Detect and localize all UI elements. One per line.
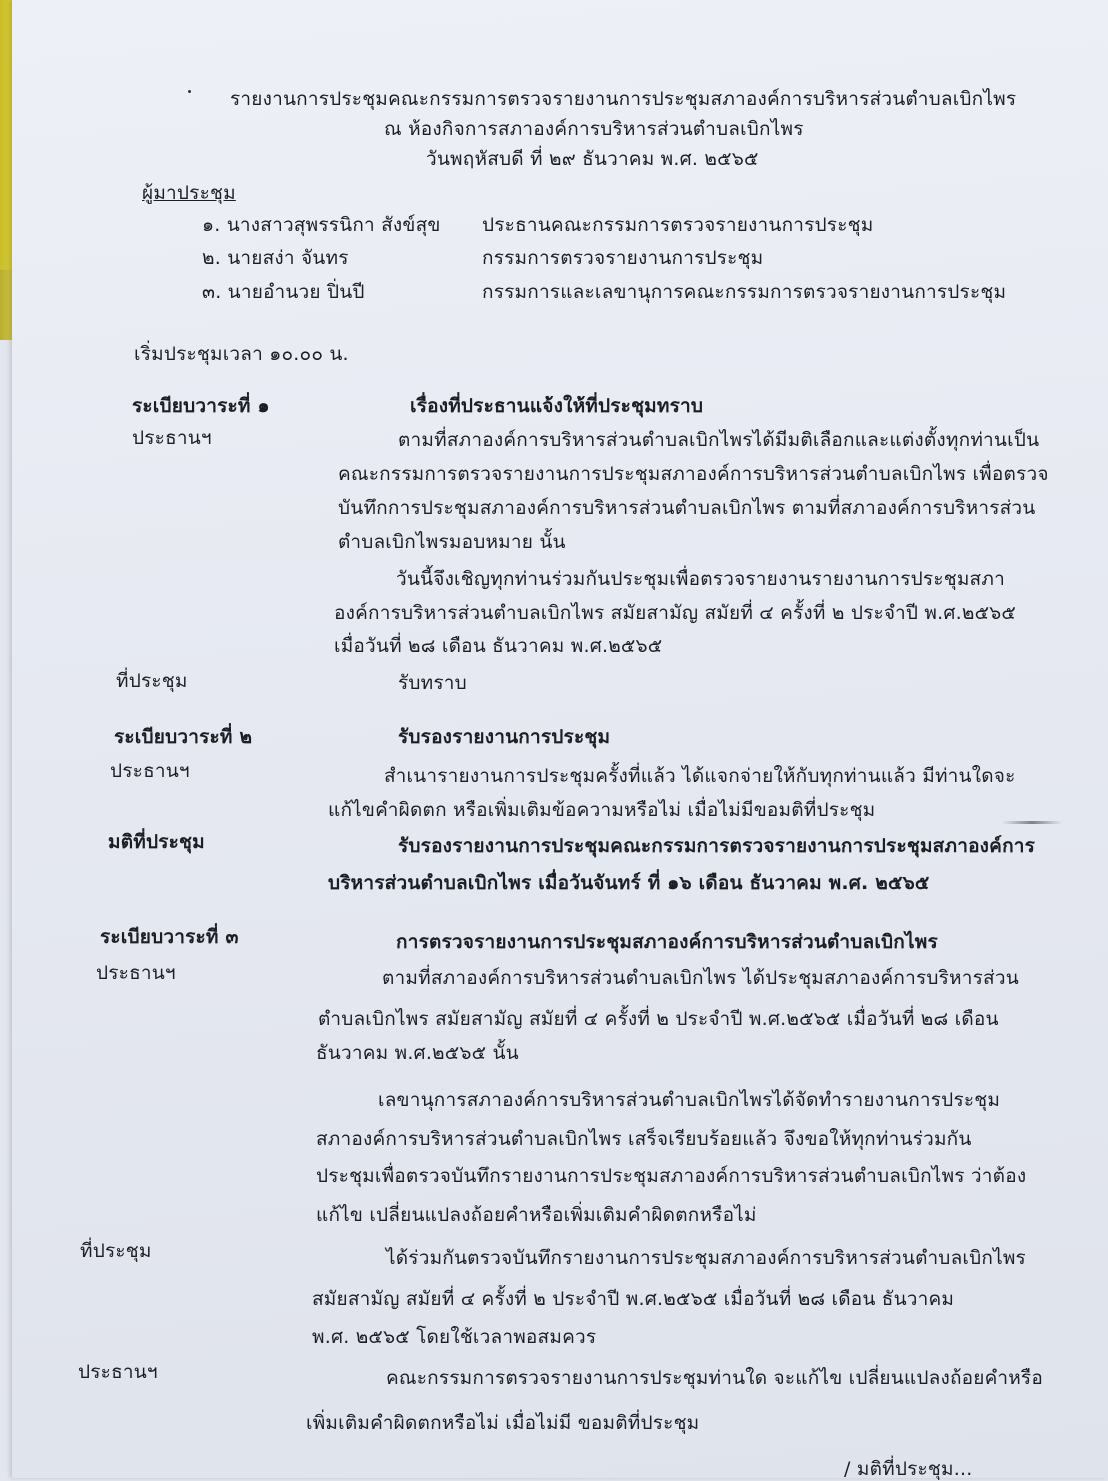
attendee-name-2: ๒. นายสง่า จันทร <box>202 247 349 269</box>
agenda-3-meeting-line: ได้ร่วมกันตรวจบันทึกรายงานการประชุมสภาองค์การบริหารส่วนตำบลเบิกไพร <box>386 1247 1026 1269</box>
attendee-role-1: ประธานคณะกรรมการตรวจรายงานการประชุม <box>482 214 874 236</box>
agenda-2-label: ระเบียบวาระที่ ๒ <box>114 726 253 748</box>
agenda-1-line: วันนี้จึงเชิญทุกท่านร่วมกันประชุมเพื่อตรวจรายงานรายงานการประชุมสภา <box>396 568 1005 590</box>
agenda-3-meeting-line: สมัยสามัญ สมัยที่ ๔ ครั้งที่ ๒ ประจำปี พ.ศ.๒๕๖๕ เมื่อวันที่ ๒๘ เดือน ธันวาคม <box>312 1288 955 1310</box>
agenda-1-line: คณะกรรมการตรวจรายงานการประชุมสภาองค์การบริหารส่วนตำบลเบิกไพร เพื่อตรวจ <box>338 463 1049 485</box>
agenda-2-resolution-line: รับรองรายงานการประชุมคณะกรรมการตรวจรายงานการประชุมสภาองค์การ <box>398 835 1036 857</box>
agenda-2-line: สำเนารายงานการประชุมครั้งที่แล้ว ได้แจกจ่ายให้กับทุกท่านแล้ว มีท่านใดจะ <box>384 765 1016 787</box>
agenda-3-meeting-label: ที่ประชุม <box>80 1240 152 1262</box>
agenda-3-speaker: ประธานฯ <box>96 962 176 984</box>
agenda-2-resolution-line: บริหารส่วนตำบลเบิกไพร เมื่อวันจันทร์ ที่ ๑๖ เดือน ธันวาคม พ.ศ. ๒๕๖๕ <box>328 872 930 894</box>
agenda-1-meeting-label: ที่ประชุม <box>116 670 188 692</box>
agenda-3-line: เลขานุการสภาองค์การบริหารส่วนตำบลเบิกไพรได้จัดทำรายงานการประชุม <box>378 1089 1001 1111</box>
agenda-3-line: ตำบลเบิกไพร สมัยสามัญ สมัยที่ ๔ ครั้งที่ ๒ ประจำปี พ.ศ.๒๕๖๕ เมื่อวันที่ ๒๘ เดือน <box>318 1008 999 1030</box>
agenda-3-meeting-line: พ.ศ. ๒๕๖๕ โดยใช้เวลาพอสมควร <box>312 1326 597 1348</box>
document-page <box>12 0 1108 1478</box>
agenda-3-line: สภาองค์การบริหารส่วนตำบลเบิกไพร เสร็จเรียบร้อยแล้ว จึงขอให้ทุกท่านร่วมกัน <box>316 1128 972 1150</box>
agenda-3-speaker-2: ประธานฯ <box>78 1361 158 1383</box>
ink-dot <box>188 90 191 93</box>
agenda-3-title: การตรวจรายงานการประชุมสภาองค์การบริหารส่วนตำบลเบิกไพร <box>396 931 938 953</box>
agenda-3-speaker-2-line: เพิ่มเติมคำผิดตกหรือไม่ เมื่อไม่มี ขอมติที่ประชุม <box>306 1412 700 1434</box>
agenda-1-title: เรื่องที่ประธานแจ้งให้ที่ประชุมทราบ <box>410 395 704 417</box>
continued-marker: / มติที่ประชุม... <box>844 1458 973 1480</box>
header-location: ณ ห้องกิจการสภาองค์การบริหารส่วนตำบลเบิกไพร <box>384 118 804 140</box>
agenda-2-speaker: ประธานฯ <box>110 760 190 782</box>
attendee-role-3: กรรมการและเลขานุการคณะกรรมการตรวจรายงานการประชุม <box>482 281 1007 303</box>
agenda-1-meeting-result: รับทราบ <box>398 672 467 694</box>
agenda-3-line: ประชุมเพื่อตรวจบันทึกรายงานการประชุมสภาองค์การบริหารส่วนตำบลเบิกไพร ว่าต้อง <box>316 1165 1027 1187</box>
agenda-3-line: แก้ไข เปลี่ยนแปลงถ้อยคำหรือเพิ่มเติมคำผิดตกหรือไม่ <box>316 1204 757 1226</box>
agenda-2-resolution-label: มติที่ประชุม <box>108 831 205 853</box>
agenda-1-line: องค์การบริหารส่วนตำบลเบิกไพร สมัยสามัญ สมัยที่ ๔ ครั้งที่ ๒ ประจำปี พ.ศ.๒๕๖๕ <box>334 602 1017 624</box>
agenda-1-line: เมื่อวันที่ ๒๘ เดือน ธันวาคม พ.ศ.๒๕๖๕ <box>334 635 663 657</box>
header-date: วันพฤหัสบดี ที่ ๒๙ ธันวาคม พ.ศ. ๒๕๖๕ <box>426 148 759 170</box>
attendee-name-1: ๑. นางสาวสุพรรนิกา สังข์สุข <box>202 214 441 236</box>
agenda-3-label: ระเบียบวาระที่ ๓ <box>100 926 239 948</box>
start-time: เริ่มประชุมเวลา ๑๐.๐๐ น. <box>134 343 349 365</box>
agenda-3-line: ธันวาคม พ.ศ.๒๕๖๕ นั้น <box>316 1042 519 1064</box>
agenda-3-line: ตามที่สภาองค์การบริหารส่วนตำบลเบิกไพร ได้ประชุมสภาองค์การบริหารส่วน <box>382 967 1019 989</box>
agenda-1-line: บันทึกการประชุมสภาองค์การบริหารส่วนตำบลเบิกไพร ตามที่สภาองค์การบริหารส่วน <box>338 497 1036 519</box>
ink-smudge <box>1002 821 1062 824</box>
agenda-1-line: ตำบลเบิกไพรมอบหมาย นั้น <box>338 531 566 553</box>
agenda-2-line: แก้ไขคำผิดตก หรือเพิ่มเติมข้อความหรือไม่ เมื่อไม่มีขอมติที่ประชุม <box>328 799 876 821</box>
header-title: รายงานการประชุมคณะกรรมการตรวจรายงานการประชุมสภาองค์การบริหารส่วนตำบลเบิกไพร <box>230 88 1017 110</box>
agenda-2-title: รับรองรายงานการประชุม <box>398 726 611 748</box>
attendee-role-2: กรรมการตรวจรายงานการประชุม <box>482 247 764 269</box>
agenda-1-label: ระเบียบวาระที่ ๑ <box>132 395 270 417</box>
agenda-3-speaker-2-line: คณะกรรมการตรวจรายงานการประชุมท่านใด จะแก้ไข เปลี่ยนแปลงถ้อยคำหรือ <box>386 1367 1043 1389</box>
attendees-heading: ผู้มาประชุม <box>142 182 236 204</box>
agenda-1-speaker: ประธานฯ <box>132 427 212 449</box>
agenda-1-line: ตามที่สภาองค์การบริหารส่วนตำบลเบิกไพรได้มีมติเลือกและแต่งตั้งทุกท่านเป็น <box>398 429 1040 451</box>
attendee-name-3: ๓. นายอำนวย ปิ่นปี <box>202 281 365 303</box>
